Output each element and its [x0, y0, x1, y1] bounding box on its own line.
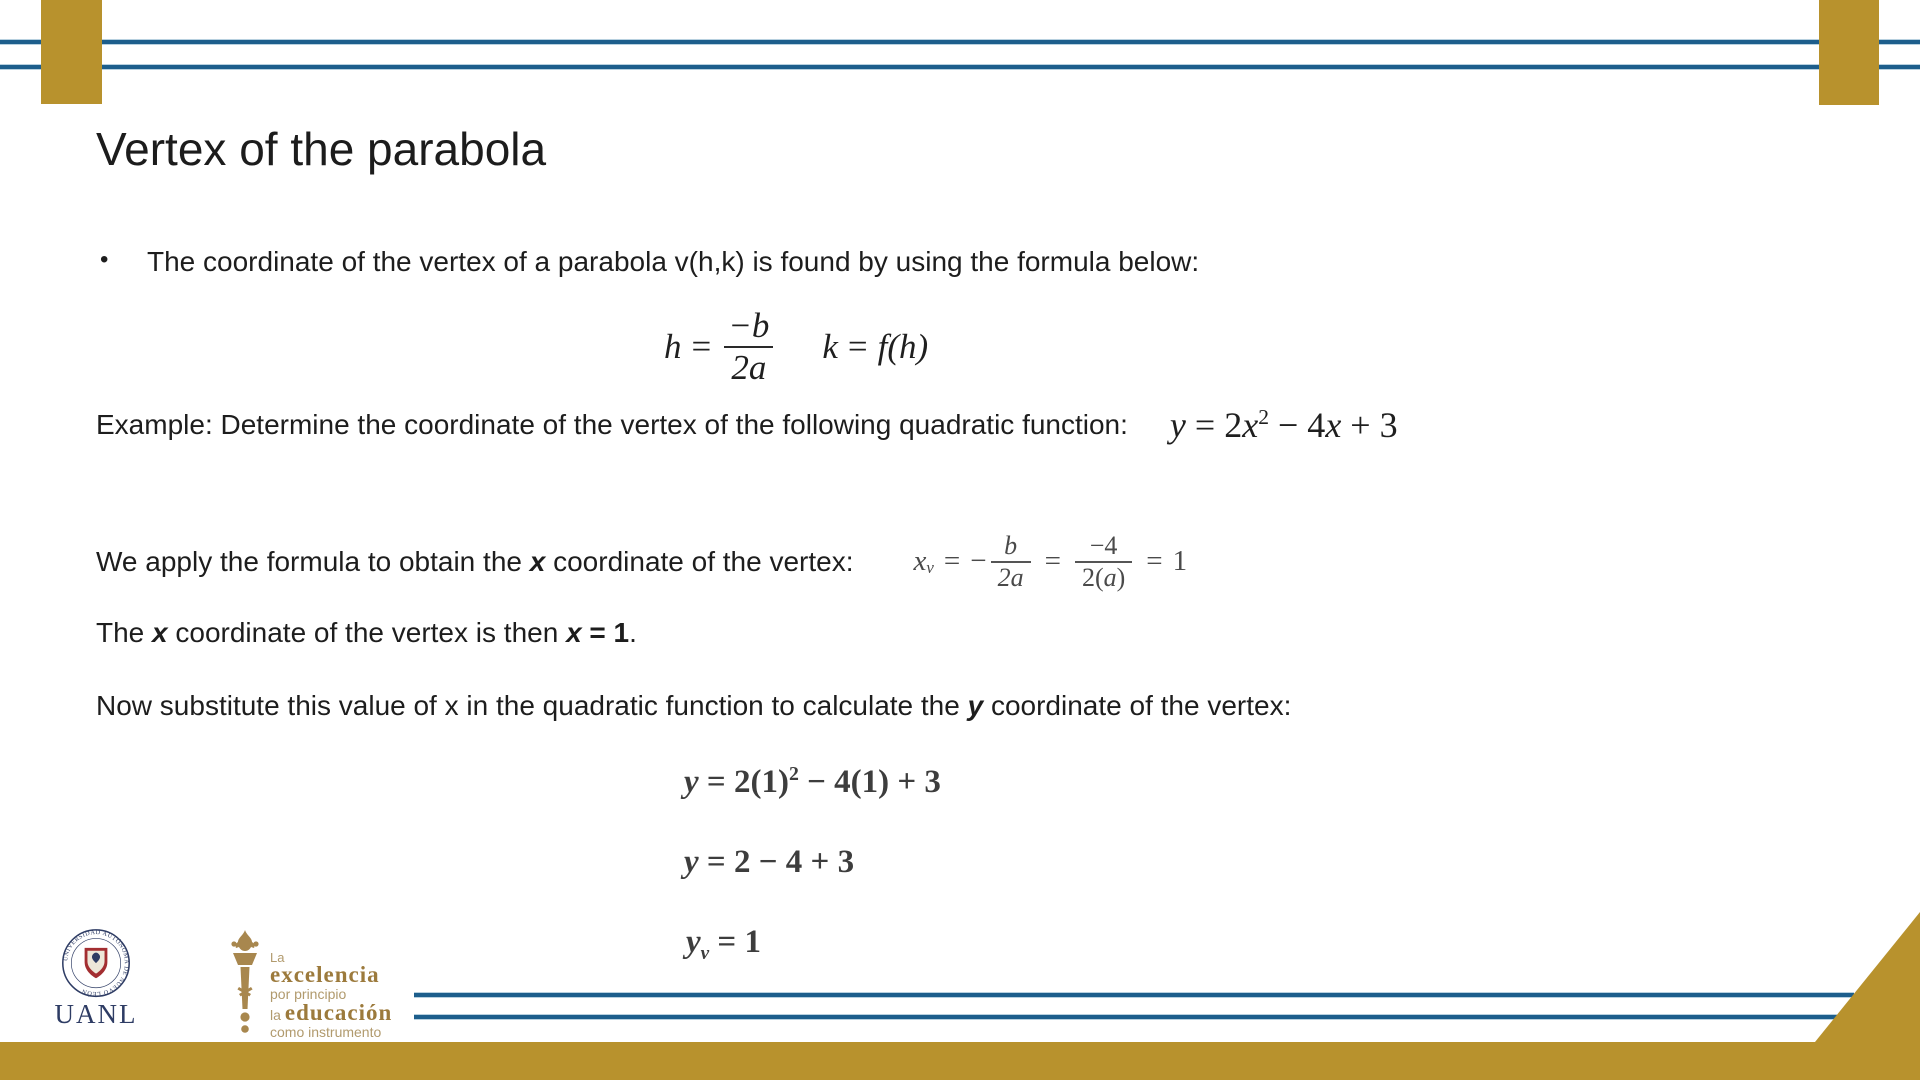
step2-y: y [684, 844, 699, 880]
uanl-motto [270, 951, 392, 1040]
gold-bottom-bar [0, 1042, 1920, 1080]
xv-fraction-1 [991, 531, 1031, 593]
then-text [96, 617, 637, 649]
vf-numerator: −b [728, 306, 770, 345]
example-line [96, 404, 1398, 446]
step-equation-1 [684, 764, 941, 801]
motto-la: La [270, 950, 285, 965]
top-divider-line-2 [0, 65, 1920, 69]
step1-p2: − 4(1) + 3 [798, 764, 941, 800]
xv-equals-3: = [1146, 545, 1163, 578]
xv-subscript: v [926, 557, 934, 577]
vf-fraction [721, 306, 776, 389]
motto-la-educacion [270, 1002, 392, 1024]
uanl-wordmark: UANL [54, 999, 138, 1029]
then-bold-eq: = 1 [581, 617, 630, 648]
apply-bold-x: x [529, 545, 546, 577]
torch-logo [226, 929, 264, 1035]
bullet-text: The coordinate of the vertex of a parabola v(h,k) is found by using the formula below: [147, 246, 1200, 277]
then-bold-x2: x [566, 617, 582, 648]
example-equation [1170, 404, 1398, 446]
uanl-seal-logo [57, 928, 135, 1002]
step1-y: y [684, 764, 699, 800]
xv-fraction-2 [1075, 531, 1132, 593]
step2-p1: = 2 − 4 + 3 [698, 844, 855, 880]
gold-bar-top-left [41, 0, 102, 104]
vf-k: k [822, 327, 838, 367]
xv-result: 1 [1172, 545, 1188, 578]
step-equation-2 [684, 844, 854, 881]
ex-eq-p2: − 4 [1269, 405, 1326, 445]
xv-formula [914, 531, 1188, 593]
step3-subscript: v [700, 942, 710, 964]
motto-excelencia: excelencia [270, 962, 380, 987]
step3-y: y [686, 924, 701, 960]
then-period: . [629, 617, 637, 648]
substitute-text [96, 690, 1291, 722]
xv-x: x [913, 545, 927, 578]
xv-minus: − [970, 545, 987, 578]
substitute-line [96, 690, 1291, 722]
ex-eq-y: y [1169, 405, 1186, 445]
then-p1: The [96, 617, 153, 648]
bullet-line [100, 246, 1199, 278]
apply-formula-line [96, 531, 1187, 593]
xv-f2-den [1075, 561, 1132, 593]
ex-eq-p1: = 2 [1185, 405, 1243, 445]
step-equation-3 [686, 924, 761, 964]
torch-cup [233, 953, 257, 965]
xv-f1-num: b [1004, 531, 1018, 560]
bullet-marker: • [100, 246, 109, 273]
top-divider-line-1 [0, 40, 1920, 44]
step3-p1: = 1 [709, 924, 761, 960]
motto-como-instrumento: como instrumento [270, 1024, 382, 1040]
xv-f2-den-pre: 2( [1081, 562, 1104, 592]
vf-equals-1: = [691, 327, 712, 367]
ex-eq-exponent: 2 [1258, 405, 1269, 430]
ex-eq-p3: + 3 [1341, 405, 1398, 445]
example-text: Example: Determine the coordinate of the vertex of the following quadratic function: [96, 409, 1128, 440]
vf-h: h [664, 327, 682, 367]
then-bold-x: x [152, 617, 168, 648]
apply-text-p2: coordinate of the vertex: [545, 545, 854, 577]
gold-bar-top-right [1819, 0, 1879, 105]
gold-corner-triangle [1800, 905, 1920, 1042]
x-result-line [96, 617, 637, 649]
motto-por-principio: por principio [270, 986, 347, 1002]
bottom-divider-line-1 [414, 993, 1854, 997]
vf-denominator: 2a [724, 346, 773, 388]
seal-ring-text: UNIVERSIDAD AUTÓNOMA DE NUEVO LEÓN [62, 929, 131, 998]
torch-stem [241, 967, 250, 1009]
motto-la2: la [270, 1007, 281, 1023]
vertex-formula [664, 306, 928, 389]
bottom-divider-line-2 [414, 1015, 1837, 1019]
then-p2: coordinate of the vertex is then [167, 617, 567, 648]
xv-equals-2: = [1044, 545, 1061, 578]
substitute-p1: Now substitute this value of x in the quadratic function to calculate the [96, 690, 968, 721]
apply-text-p1: We apply the formula to obtain the [96, 545, 530, 577]
substitute-p2: coordinate of the vertex: [983, 690, 1292, 721]
substitute-bold-y: y [967, 690, 984, 721]
apply-text [96, 546, 854, 578]
torch-flame [238, 930, 252, 951]
xv-f2-den-post: ) [1116, 562, 1126, 592]
xv-f2-den-a: a [1103, 562, 1117, 592]
slide-title: Vertex of the parabola [96, 123, 547, 175]
xv-f1-den: 2a [991, 561, 1031, 593]
vf-fh: f(h) [877, 327, 929, 367]
vf-equals-2: = [847, 327, 868, 367]
ex-eq-x2: x [1325, 405, 1342, 445]
motto-educacion: educación [284, 1000, 393, 1025]
ex-eq-x1: x [1242, 405, 1259, 445]
xv-f2-num: −4 [1089, 531, 1118, 560]
xv-equals-1: = [943, 545, 961, 578]
step1-p1: = 2(1) [698, 764, 789, 800]
step1-exponent: 2 [788, 763, 799, 786]
